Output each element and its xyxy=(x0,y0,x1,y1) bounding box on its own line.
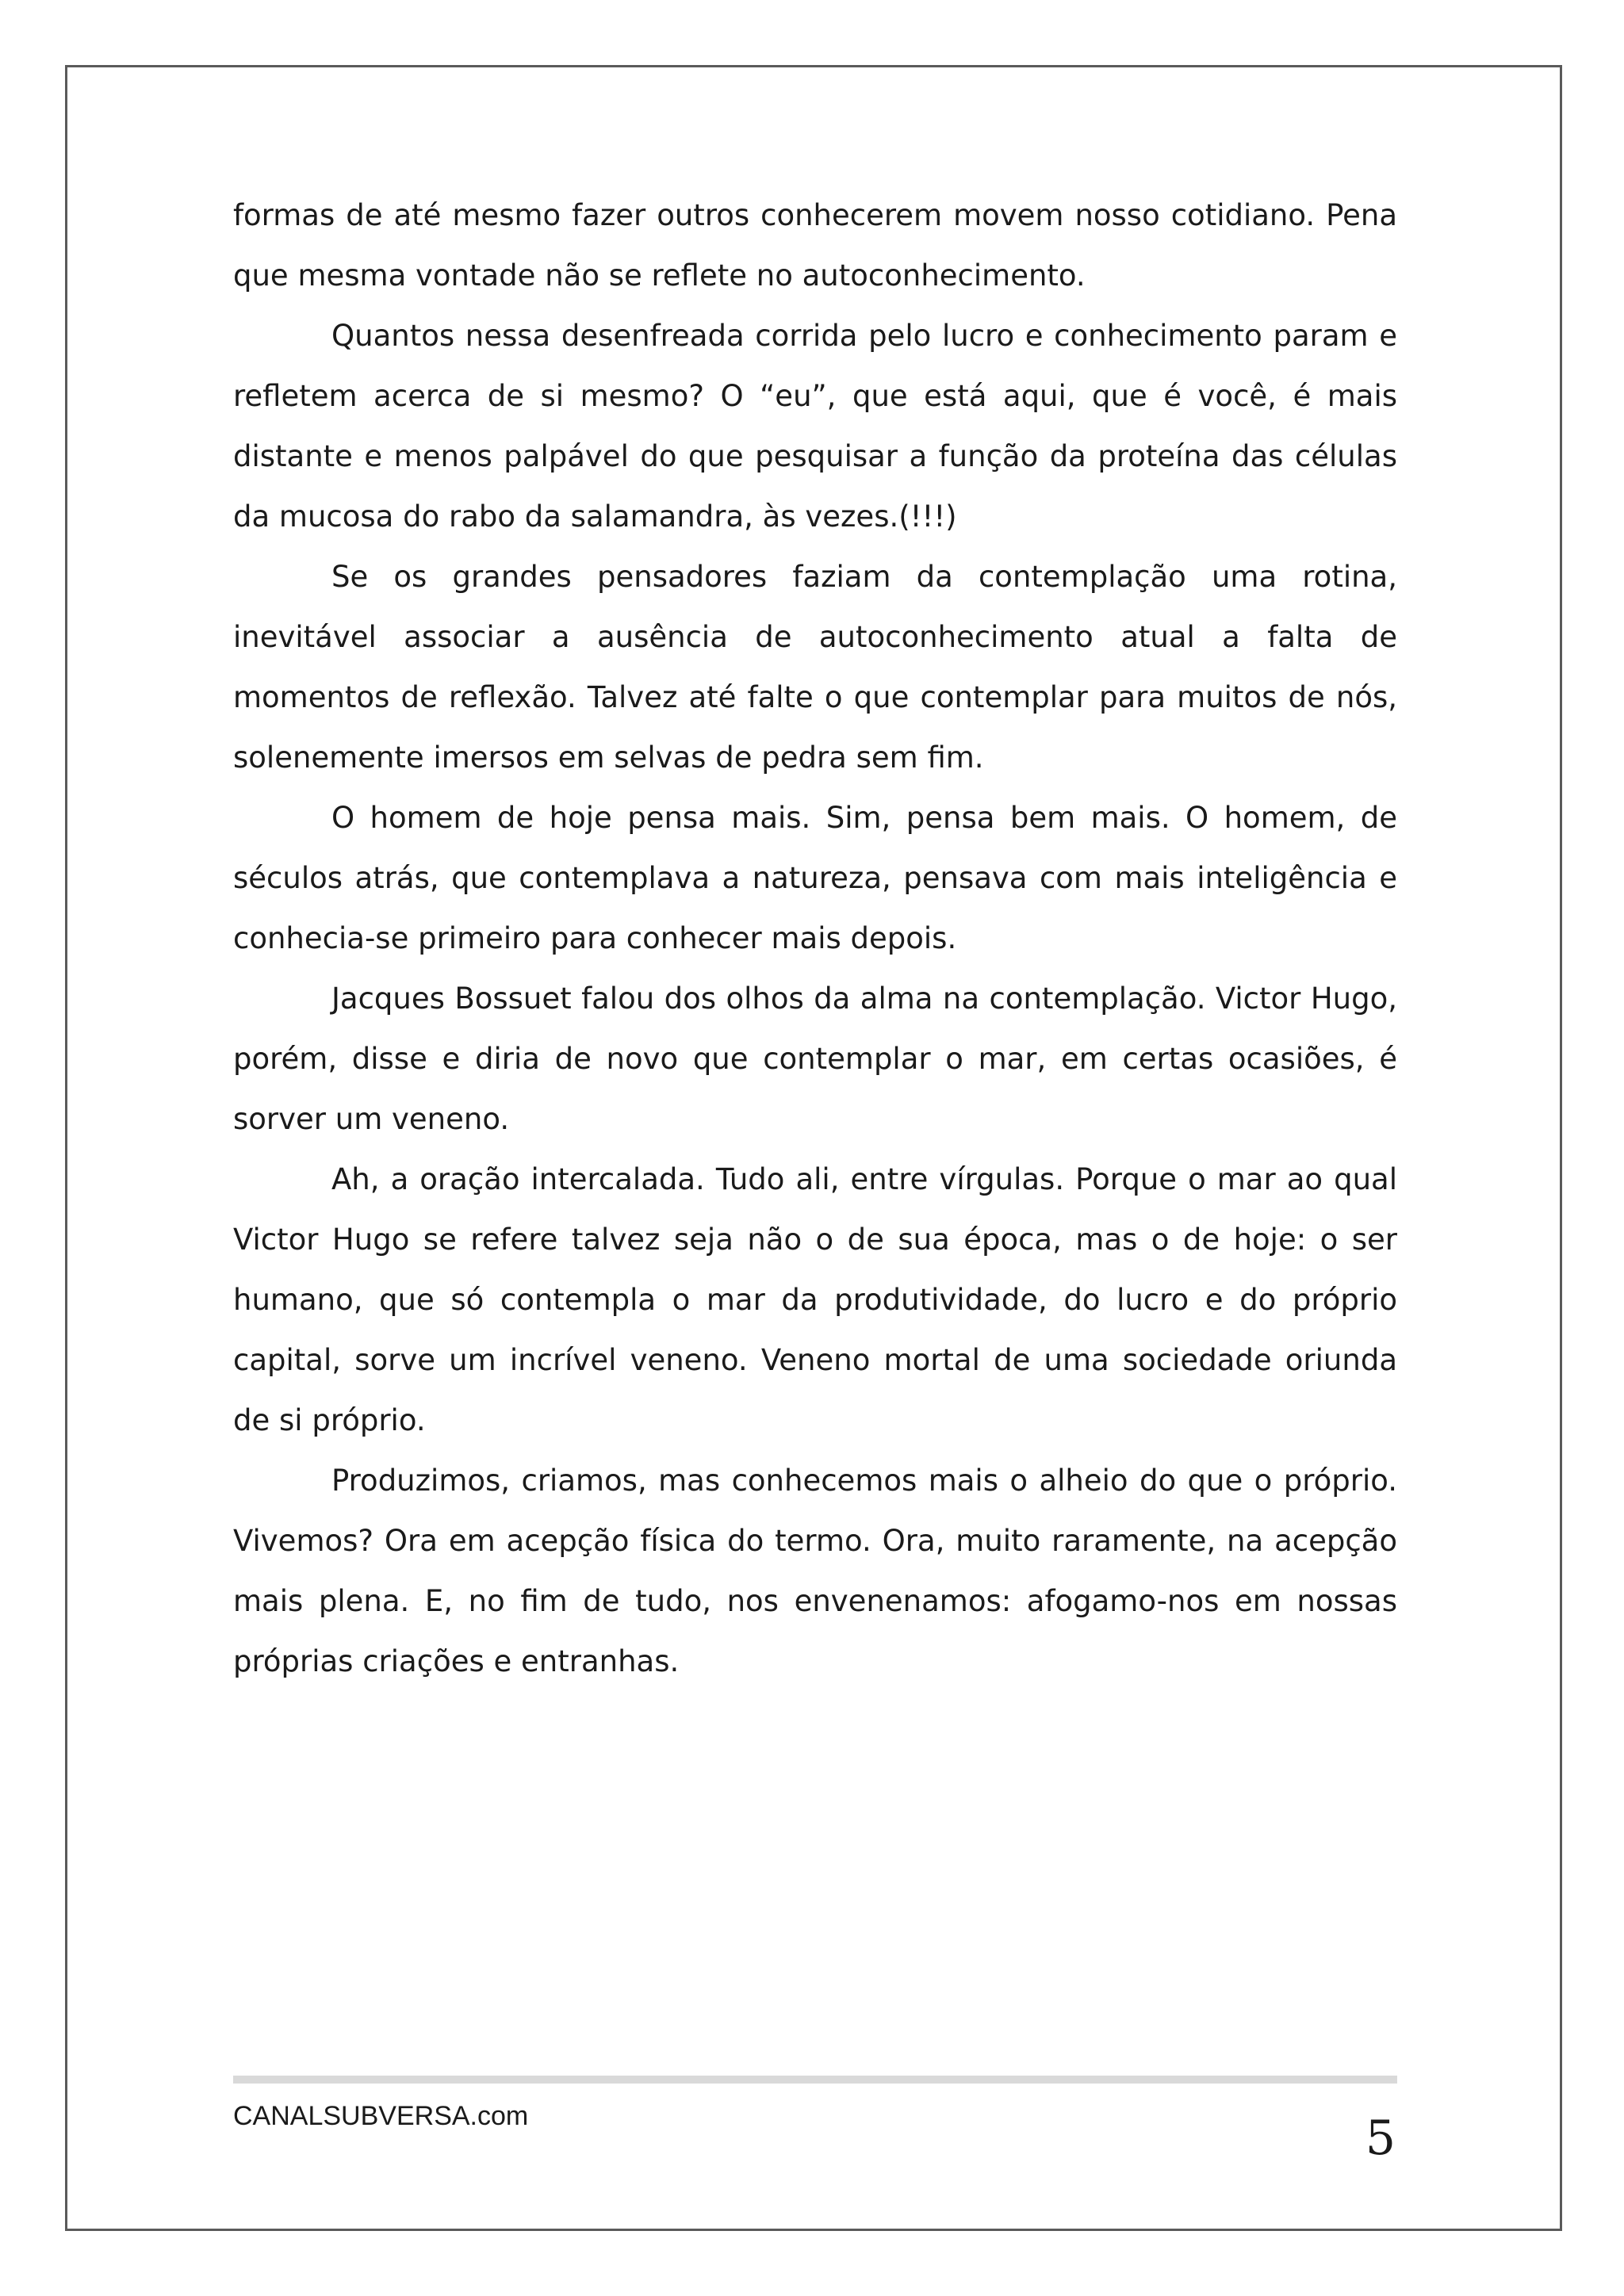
paragraph-4: O homem de hoje pensa mais. Sim, pensa bem mais. O homem, de séculos atrás, que contemplava a natureza, pensava com mais inteligência e conhecia-se primeiro para conhecer mais depois. xyxy=(233,801,1397,955)
footer-divider xyxy=(233,2076,1397,2084)
paragraph-2: Quantos nessa desenfreada corrida pelo lucro e conhecimento param e refletem acerca de si mesmo? O “eu”, que está aqui, que é você, é mais distante e menos palpável do que pesquisar a função da proteína das células da mucosa do rabo da salamandra, às vezes.(!!!) xyxy=(233,319,1397,534)
paragraph-5: Jacques Bossuet falou dos olhos da alma na contemplação. Victor Hugo, porém, disse e diria de novo que contemplar o mar, em certas ocasiões, é sorver um veneno. xyxy=(233,982,1397,1136)
footer-site-name: CANALSUBVERSA.com xyxy=(233,2101,529,2131)
paragraph-7: Produzimos, criamos, mas conhecemos mais o alheio do que o próprio. Vivemos? Ora em acepção física do termo. Ora, muito raramente, na acepção mais plena. E, no fim de tudo, nos envenenamos: afogamo-nos em nossas próprias criações e entranhas. xyxy=(233,1464,1397,1678)
paragraph-6: Ah, a oração intercalada. Tudo ali, entre vírgulas. Porque o mar ao qual Victor Hugo se refere talvez seja não o de sua época, mas o de hoje: o ser humano, que só contempla o mar da produtividade, do lucro e do próprio capital, sorve um incrível veneno. Veneno mortal de uma sociedade oriunda de si próprio. xyxy=(233,1162,1397,1437)
body-text xyxy=(233,186,1397,1692)
paragraph-3: Se os grandes pensadores faziam da contemplação uma rotina, inevitável associar a ausência de autoconhecimento atual a falta de momentos de reflexão. Talvez até falte o que contemplar para muitos de nós, solenemente imersos em selvas de pedra sem fim. xyxy=(233,560,1397,775)
page-number: 5 xyxy=(1365,2110,1396,2166)
paragraph-1: formas de até mesmo fazer outros conhecerem movem nosso cotidiano. Pena que mesma vontade não se reflete no autoconhecimento. xyxy=(233,198,1397,293)
